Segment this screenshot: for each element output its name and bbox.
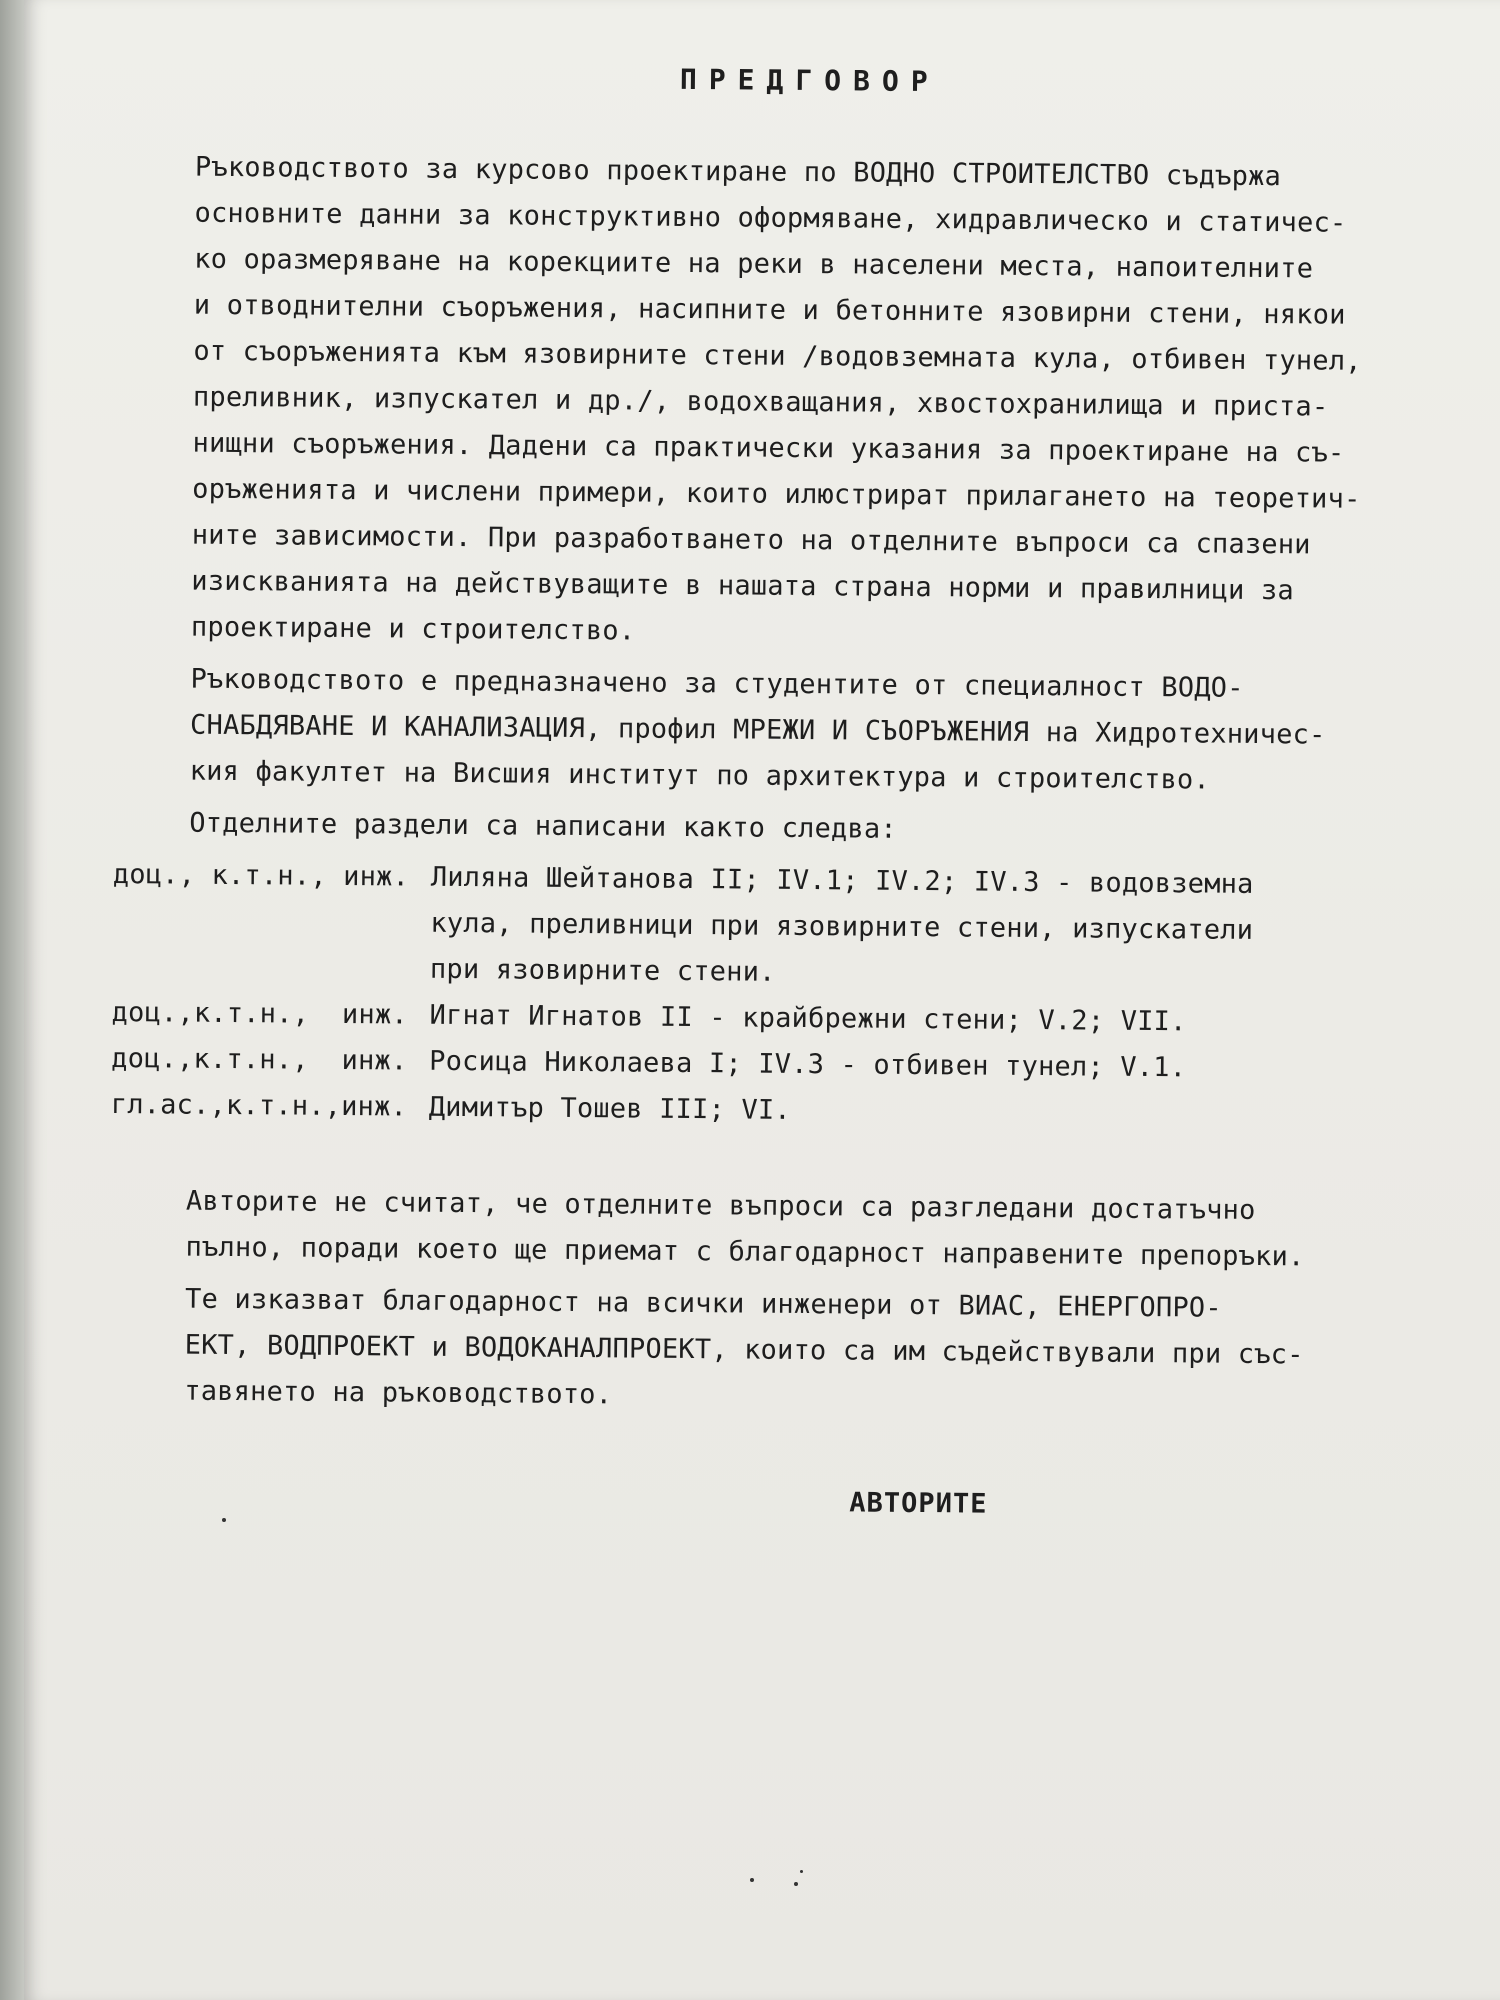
- text-line: Димитър Тошев III; VI.: [428, 1091, 791, 1126]
- text-line: и отводнителни съоръжения, насипните и бетонните язовирни стени, някои: [193, 289, 1346, 331]
- stray-mark: [750, 1878, 754, 1882]
- author-title: доц., к.т.н., инж.: [112, 858, 410, 893]
- author-sections: [430, 855, 1423, 1002]
- text-line: Авторите не считат, че отделните въпроси са разгледани достатъчно: [185, 1185, 1256, 1226]
- signature: АВТОРИТЕ: [849, 1487, 988, 1520]
- text-line: Ръководството е предназначено за студентите от специалност ВОДО-: [190, 663, 1244, 704]
- stray-mark: [800, 1870, 803, 1873]
- paragraph-feedback: [109, 1178, 1420, 1281]
- text-line: при язовирните стени.: [429, 953, 776, 988]
- text-line: пълно, поради което ще приемат с благодарност направените препоръки.: [185, 1231, 1305, 1273]
- author-title: доц.,к.т.н., инж.: [111, 1042, 408, 1077]
- page-content: [107, 52, 1430, 1531]
- author-title: гл.ас.,к.т.н.,инж.: [110, 1088, 408, 1123]
- text-line: Ръководството за курсово проектиране по ВОДНО СТРОИТЕЛСТВО съдържа: [194, 151, 1282, 193]
- text-line: нищни съоръжения. Дадени са практически указания за проектиране на съ-: [192, 427, 1345, 469]
- page-heading: ПРЕДГОВОР: [679, 62, 940, 99]
- paragraph-sections: [113, 800, 1423, 857]
- text-line: ко оразмеряване на корекциите на реки в населени места, напоителните: [194, 243, 1314, 285]
- author-entry: [112, 852, 1423, 1001]
- text-line: кия факултет на Висшия институт по архитектура и строителство.: [189, 755, 1211, 796]
- text-line: СНАБДЯВАНЕ И КАНАЛИЗАЦИЯ, профил МРЕЖИ И СЪОРЪЖЕНИЯ на Хидротехничес-: [189, 709, 1326, 751]
- author-list: [111, 852, 1423, 1139]
- document-page: [24, 0, 1500, 2000]
- text-line: Лиляна Шейтанова II; IV.1; IV.2; IV.3 - водовземна: [430, 861, 1254, 900]
- text-line: Игнат Игнатов II - крайбрежни стени; V.2; VII.: [429, 999, 1187, 1038]
- text-line: оръженията и числени примери, които илюстрират прилагането на теоретич-: [192, 473, 1361, 515]
- stray-mark: [794, 1882, 798, 1886]
- text-line: преливник, изпускател и др./, водохващания, хвостохранилища и приста-: [192, 381, 1329, 423]
- text-line: от съоръженията към язовирните стени /водовземната кула, отбивен тунел,: [193, 335, 1362, 377]
- text-line: Отделните раздели са написани както следва:: [189, 807, 897, 845]
- text-line: кула, преливници при язовирните стени, изпускатели: [430, 907, 1254, 946]
- paragraph-audience: [114, 656, 1425, 805]
- text-line: основните данни за конструктивно оформяване, хидравлическо и статичес-: [194, 197, 1347, 239]
- text-line: ните зависимости. При разработването на отделните въпроси са спазени: [191, 519, 1311, 561]
- text-line: ЕКТ, ВОДПРОЕКТ и ВОДОКАНАЛПРОЕКТ, които са им съдействували при със-: [184, 1329, 1304, 1371]
- paragraph-thanks: [108, 1276, 1419, 1425]
- author-sections: [429, 1085, 1421, 1140]
- author-title: доц.,к.т.н., инж.: [111, 996, 408, 1031]
- paragraph-intro: [115, 144, 1429, 661]
- stray-mark: [222, 1518, 226, 1522]
- book-binding: [0, 0, 24, 2000]
- text-line: тавянето на ръководството.: [184, 1375, 613, 1411]
- text-line: изискванията на действуващите в нашата страна норми и правилници за: [191, 565, 1294, 607]
- text-line: проектиране и строителство.: [190, 611, 636, 647]
- text-line: Те изказват благодарност на всички инженери от ВИАС, ЕНЕРГОПРО-: [184, 1283, 1222, 1324]
- text-line: Росица Николаева I; IV.3 - отбивен тунел; V.1.: [429, 1045, 1187, 1084]
